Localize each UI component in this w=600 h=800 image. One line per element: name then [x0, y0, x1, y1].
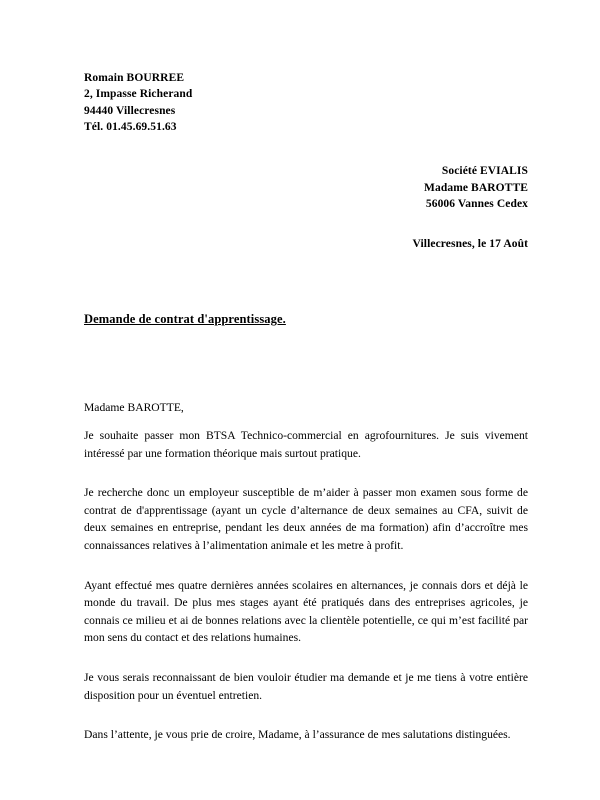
recipient-person: Madame BAROTTE [424, 181, 528, 194]
body-paragraph: Ayant effectué mes quatre dernières années scolaires en alternances, je connais dors et déjà le monde du travail. De plus mes stages ayant été pratiqués dans des entreprises agricoles, je connais ce milieu et ai de bonnes relations avec la clientèle potentielle, ce qui m’est facilité par mon sens du contact et des relations humaines. [84, 578, 528, 645]
body-paragraph: Je souhaite passer mon BTSA Technico-commercial en agrofournitures. Je suis vivement intéressé par une formation théorique mais surtout pratique. [84, 428, 528, 460]
recipient-company: Société EVIALIS [441, 165, 528, 178]
sender-street: 2, Impasse Richerand [84, 88, 193, 101]
place-and-date: Villecresnes, le 17 Août [412, 238, 528, 251]
body-paragraph: Je recherche donc un employeur susceptible de m’aider à passer mon examen sous forme de contrat de d'apprentissage (ayant un cycle d’alternance de deux semaines au CFA, suivit de deux semaines en entreprise, pendant les deux années de ma formation) afin d’accroître mes connaissances relatives à l’alimentation animale et les metre à profit. [84, 486, 528, 552]
recipient-address-block [84, 163, 528, 212]
letter-salutation: Madame BAROTTE, [84, 401, 184, 415]
sender-address-block [84, 70, 528, 135]
sender-name: Romain BOURREE [84, 72, 185, 84]
recipient-city: 56006 Vannes Cedex [425, 197, 528, 210]
body-paragraph: Je vous serais reconnaissant de bien vouloir étudier ma demande et je me tiens à votre entière disposition pour un éventuel entretien. [84, 671, 528, 702]
body-paragraph: Dans l’attente, je vous prie de croire, Madame, à l’assurance de mes salutations distinguées. [84, 728, 511, 742]
letter-subject: Demande de contrat d'apprentissage. [84, 312, 286, 327]
sender-phone: Tél. 01.45.69.51.63 [84, 120, 177, 133]
sender-city: 94440 Villecresnes [84, 104, 176, 117]
letter-body [84, 399, 528, 744]
letter-content [84, 70, 528, 766]
